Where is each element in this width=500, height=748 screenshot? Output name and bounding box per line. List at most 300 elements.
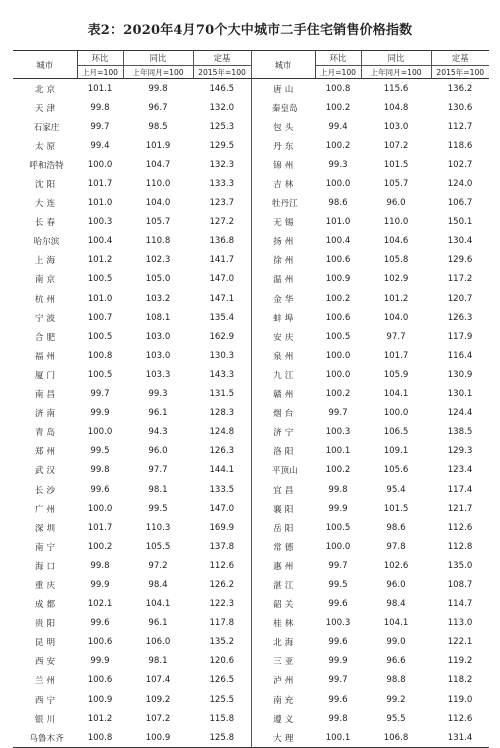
tongbi-value-left: 99.3 xyxy=(148,389,168,400)
huanbi-value-left: 99.7 xyxy=(90,389,110,400)
tongbi-value-left: 101.9 xyxy=(145,140,171,151)
header-dingji-sub-left: 2015年=100 xyxy=(193,66,251,79)
city-name-right: 温州 xyxy=(251,270,315,289)
dingji-value-left: 131.5 xyxy=(209,389,235,400)
tongbi-value-left: 110.0 xyxy=(145,179,171,190)
dingji-value-right: 130.6 xyxy=(447,102,473,113)
city-name-right: 徐州 xyxy=(251,251,315,270)
header-tongbi-sub-left: 上年同月=100 xyxy=(123,66,193,79)
table-row xyxy=(13,404,489,423)
huanbi-value-left: 100.2 xyxy=(87,541,113,552)
city-name-left: 南宁 xyxy=(34,542,59,553)
city-name-left: 厦门 xyxy=(34,370,59,381)
city-name-left: 呼和浩特 xyxy=(29,160,64,171)
dingji-value-right: 102.7 xyxy=(447,159,473,170)
tongbi-value-right: 101.2 xyxy=(383,293,409,304)
city-name-left: 杭州 xyxy=(34,294,59,305)
huanbi-value-right: 99.6 xyxy=(328,599,348,610)
tongbi-value-left: 96.0 xyxy=(148,446,168,457)
huanbi-value-right: 99.9 xyxy=(328,656,348,667)
tongbi-value-right: 101.5 xyxy=(383,159,409,170)
huanbi-value-left: 99.5 xyxy=(90,446,110,457)
huanbi-value-right: 100.3 xyxy=(325,618,351,629)
city-name-right: 包头 xyxy=(251,117,315,136)
city-name-right: 湛江 xyxy=(251,575,315,594)
table-body xyxy=(13,79,489,748)
tongbi-value-left: 98.1 xyxy=(148,484,168,495)
header-huanbi-sub-left: 上月=100 xyxy=(77,66,123,79)
city-name-right: 常德 xyxy=(251,537,315,556)
dingji-value-left: 112.6 xyxy=(209,560,235,571)
table-row xyxy=(13,117,489,136)
header-dingji-sub-right: 2015年=100 xyxy=(431,66,489,79)
table-row xyxy=(13,232,489,251)
city-name-left: 沈阳 xyxy=(34,180,59,191)
table-row xyxy=(13,308,489,327)
huanbi-value-right: 100.5 xyxy=(325,522,351,533)
tongbi-value-right: 98.4 xyxy=(386,599,406,610)
tongbi-value-left: 102.3 xyxy=(145,255,171,266)
table-row xyxy=(13,633,489,652)
dingji-value-right: 106.7 xyxy=(447,198,473,209)
dingji-value-left: 122.3 xyxy=(209,599,235,610)
tongbi-value-right: 97.8 xyxy=(386,541,406,552)
dingji-value-right: 119.0 xyxy=(447,694,473,705)
city-name-left: 天津 xyxy=(34,103,59,114)
huanbi-value-left: 100.5 xyxy=(87,274,113,285)
city-name-right: 桂林 xyxy=(251,614,315,633)
table-row xyxy=(13,461,489,480)
city-name-right: 平顶山 xyxy=(251,461,315,480)
tongbi-value-left: 106.0 xyxy=(145,637,171,648)
huanbi-value-right: 100.1 xyxy=(325,732,351,743)
dingji-value-right: 119.2 xyxy=(447,656,473,667)
tongbi-value-right: 95.5 xyxy=(386,713,406,724)
city-name-right: 吉林 xyxy=(251,174,315,193)
dingji-value-left: 147.0 xyxy=(209,503,235,514)
huanbi-value-right: 100.5 xyxy=(325,331,351,342)
table-row xyxy=(13,499,489,518)
dingji-value-left: 136.8 xyxy=(209,236,235,247)
tongbi-value-left: 98.5 xyxy=(148,121,168,132)
header-huanbi-sub-right: 上月=100 xyxy=(315,66,361,79)
tongbi-value-right: 101.7 xyxy=(383,350,409,361)
huanbi-value-left: 100.8 xyxy=(87,350,113,361)
dingji-value-right: 138.5 xyxy=(447,427,473,438)
huanbi-value-left: 100.5 xyxy=(87,369,113,380)
city-name-left: 哈尔滨 xyxy=(33,237,60,248)
tongbi-value-left: 100.9 xyxy=(145,732,171,743)
city-name-left: 重庆 xyxy=(34,580,59,591)
dingji-value-left: 126.3 xyxy=(209,446,235,457)
huanbi-value-right: 100.1 xyxy=(325,446,351,457)
table-row xyxy=(13,442,489,461)
city-name-left: 郑州 xyxy=(34,447,59,458)
city-name-right: 三亚 xyxy=(251,652,315,671)
city-name-left: 海口 xyxy=(34,561,59,572)
huanbi-value-right: 100.2 xyxy=(325,389,351,400)
dingji-value-left: 169.9 xyxy=(209,522,235,533)
huanbi-value-right: 100.0 xyxy=(325,350,351,361)
dingji-value-right: 112.6 xyxy=(447,713,473,724)
city-name-left: 合肥 xyxy=(34,332,59,343)
dingji-value-left: 125.8 xyxy=(209,732,235,743)
dingji-value-right: 130.1 xyxy=(447,389,473,400)
dingji-value-left: 141.7 xyxy=(209,255,235,266)
huanbi-value-right: 99.6 xyxy=(328,694,348,705)
huanbi-value-left: 101.0 xyxy=(87,293,113,304)
huanbi-value-right: 100.3 xyxy=(325,427,351,438)
city-name-right: 襄阳 xyxy=(251,499,315,518)
tongbi-value-right: 106.5 xyxy=(383,427,409,438)
dingji-value-right: 135.0 xyxy=(447,560,473,571)
huanbi-value-left: 100.7 xyxy=(87,312,113,323)
header-dingji-left: 定基 xyxy=(193,51,251,66)
city-name-right: 洛阳 xyxy=(251,442,315,461)
huanbi-value-right: 100.0 xyxy=(325,369,351,380)
dingji-value-left: 125.3 xyxy=(209,121,235,132)
tongbi-value-right: 105.6 xyxy=(383,465,409,476)
dingji-value-right: 116.4 xyxy=(447,350,473,361)
header-city-right: 城市 xyxy=(251,51,315,79)
table-row xyxy=(13,289,489,308)
city-name-right: 泉州 xyxy=(251,346,315,365)
dingji-value-right: 118.6 xyxy=(447,140,473,151)
city-name-right: 金华 xyxy=(251,289,315,308)
huanbi-value-right: 100.9 xyxy=(325,274,351,285)
dingji-value-left: 129.5 xyxy=(209,140,235,151)
dingji-value-left: 132.3 xyxy=(209,159,235,170)
huanbi-value-left: 99.9 xyxy=(90,579,110,590)
header-tongbi-right: 同比 xyxy=(361,51,431,66)
dingji-value-left: 135.2 xyxy=(209,637,235,648)
huanbi-value-right: 100.0 xyxy=(325,541,351,552)
huanbi-value-right: 99.5 xyxy=(328,579,348,590)
city-name-left: 西宁 xyxy=(34,695,59,706)
dingji-value-left: 123.7 xyxy=(209,198,235,209)
dingji-value-right: 123.4 xyxy=(447,465,473,476)
tongbi-value-right: 98.6 xyxy=(386,522,406,533)
city-name-left: 贵阳 xyxy=(34,619,59,630)
tongbi-value-right: 109.1 xyxy=(383,446,409,457)
table-row xyxy=(13,595,489,614)
huanbi-value-left: 99.9 xyxy=(90,656,110,667)
dingji-value-right: 117.9 xyxy=(447,331,473,342)
city-name-left: 宁波 xyxy=(34,313,59,324)
table-row xyxy=(13,194,489,213)
huanbi-value-right: 98.6 xyxy=(328,198,348,209)
huanbi-value-left: 101.7 xyxy=(87,522,113,533)
table-row xyxy=(13,709,489,728)
tongbi-value-right: 104.0 xyxy=(383,312,409,323)
table-row xyxy=(13,174,489,193)
tongbi-value-right: 96.0 xyxy=(386,579,406,590)
huanbi-value-right: 100.0 xyxy=(325,179,351,190)
tongbi-value-right: 99.0 xyxy=(386,637,406,648)
tongbi-value-left: 110.3 xyxy=(145,522,171,533)
price-index-table xyxy=(13,50,489,748)
dingji-value-right: 130.4 xyxy=(447,236,473,247)
table-header xyxy=(13,51,489,79)
dingji-value-right: 108.7 xyxy=(447,579,473,590)
dingji-value-right: 120.7 xyxy=(447,293,473,304)
table-row xyxy=(13,423,489,442)
huanbi-value-left: 100.6 xyxy=(87,637,113,648)
tongbi-value-right: 95.4 xyxy=(386,484,406,495)
table-row xyxy=(13,327,489,346)
tongbi-value-left: 99.5 xyxy=(148,503,168,514)
tongbi-value-right: 98.8 xyxy=(386,675,406,686)
dingji-value-right: 112.8 xyxy=(447,541,473,552)
huanbi-value-right: 100.4 xyxy=(325,236,351,247)
city-name-right: 牡丹江 xyxy=(251,194,315,213)
huanbi-value-left: 99.9 xyxy=(90,408,110,419)
huanbi-value-left: 101.0 xyxy=(87,198,113,209)
city-name-right: 九江 xyxy=(251,365,315,384)
tongbi-value-right: 106.8 xyxy=(383,732,409,743)
city-name-left: 深圳 xyxy=(34,523,59,534)
dingji-value-left: 147.1 xyxy=(209,293,235,304)
tongbi-value-right: 97.7 xyxy=(386,331,406,342)
tongbi-value-left: 109.2 xyxy=(145,694,171,705)
huanbi-value-right: 99.7 xyxy=(328,675,348,686)
tongbi-value-right: 105.8 xyxy=(383,255,409,266)
city-name-right: 烟台 xyxy=(251,404,315,423)
header-dingji-right: 定基 xyxy=(431,51,489,66)
huanbi-value-left: 99.8 xyxy=(90,465,110,476)
tongbi-value-right: 104.8 xyxy=(383,102,409,113)
dingji-value-right: 122.1 xyxy=(447,637,473,648)
huanbi-value-left: 101.2 xyxy=(87,713,113,724)
city-name-right: 丹东 xyxy=(251,136,315,155)
table-row xyxy=(13,728,489,748)
huanbi-value-right: 99.3 xyxy=(328,159,348,170)
tongbi-value-left: 96.1 xyxy=(148,408,168,419)
city-name-right: 济宁 xyxy=(251,423,315,442)
tongbi-value-right: 96.6 xyxy=(386,656,406,667)
dingji-value-left: 144.1 xyxy=(209,465,235,476)
city-name-right: 无锡 xyxy=(251,213,315,232)
tongbi-value-left: 97.2 xyxy=(148,560,168,571)
dingji-value-left: 133.3 xyxy=(209,179,235,190)
table-row xyxy=(13,98,489,117)
city-name-right: 韶关 xyxy=(251,595,315,614)
table-row xyxy=(13,79,489,99)
table-row xyxy=(13,385,489,404)
huanbi-value-left: 99.6 xyxy=(90,618,110,629)
tongbi-value-left: 98.4 xyxy=(148,579,168,590)
tongbi-value-left: 103.2 xyxy=(145,293,171,304)
dingji-value-right: 118.2 xyxy=(447,675,473,686)
huanbi-value-left: 100.3 xyxy=(87,217,113,228)
dingji-value-left: 120.6 xyxy=(209,656,235,667)
huanbi-value-left: 102.1 xyxy=(87,599,113,610)
tongbi-value-left: 108.1 xyxy=(145,312,171,323)
huanbi-value-left: 99.4 xyxy=(90,140,110,151)
dingji-value-right: 129.6 xyxy=(447,255,473,266)
dingji-value-right: 136.2 xyxy=(447,83,473,94)
tongbi-value-right: 105.9 xyxy=(383,369,409,380)
tongbi-value-left: 104.1 xyxy=(145,599,171,610)
tongbi-value-left: 96.1 xyxy=(148,618,168,629)
table-row xyxy=(13,575,489,594)
tongbi-value-right: 104.1 xyxy=(383,389,409,400)
table-row xyxy=(13,652,489,671)
city-name-right: 唐山 xyxy=(251,79,315,99)
dingji-value-right: 114.7 xyxy=(447,599,473,610)
tongbi-value-left: 107.2 xyxy=(145,713,171,724)
table-row xyxy=(13,270,489,289)
dingji-value-left: 126.5 xyxy=(209,675,235,686)
table-row xyxy=(13,556,489,575)
city-name-left: 太原 xyxy=(34,141,59,152)
huanbi-value-left: 101.1 xyxy=(87,83,113,94)
table-row xyxy=(13,614,489,633)
city-name-left: 长春 xyxy=(34,218,59,229)
tongbi-value-left: 103.3 xyxy=(145,369,171,380)
tongbi-value-right: 104.1 xyxy=(383,618,409,629)
dingji-value-left: 143.3 xyxy=(209,369,235,380)
city-name-left: 银川 xyxy=(34,714,59,725)
dingji-value-left: 132.0 xyxy=(209,102,235,113)
tongbi-value-right: 107.2 xyxy=(383,140,409,151)
huanbi-value-right: 99.8 xyxy=(328,484,348,495)
tongbi-value-left: 103.0 xyxy=(145,331,171,342)
huanbi-value-left: 100.6 xyxy=(87,675,113,686)
table-row xyxy=(13,365,489,384)
huanbi-value-left: 99.8 xyxy=(90,560,110,571)
header-tongbi-sub-right: 上年同月=100 xyxy=(361,66,431,79)
dingji-value-right: 150.1 xyxy=(447,217,473,228)
city-name-right: 锦州 xyxy=(251,155,315,174)
dingji-value-left: 126.2 xyxy=(209,579,235,590)
city-name-right: 泸州 xyxy=(251,671,315,690)
huanbi-value-right: 99.9 xyxy=(328,503,348,514)
dingji-value-left: 133.5 xyxy=(209,484,235,495)
tongbi-value-right: 105.7 xyxy=(383,179,409,190)
huanbi-value-right: 99.6 xyxy=(328,637,348,648)
city-name-left: 济南 xyxy=(34,409,59,420)
table-row xyxy=(13,518,489,537)
tongbi-value-right: 102.9 xyxy=(383,274,409,285)
header-huanbi-right: 环比 xyxy=(329,53,347,63)
huanbi-value-right: 99.4 xyxy=(328,121,348,132)
tongbi-value-left: 105.7 xyxy=(145,217,171,228)
header-city-left: 城市 xyxy=(13,51,77,79)
city-name-left: 青岛 xyxy=(34,428,59,439)
city-name-left: 西安 xyxy=(34,657,59,668)
city-name-left: 北京 xyxy=(34,84,59,95)
city-name-right: 秦皇岛 xyxy=(251,98,315,117)
dingji-value-left: 128.3 xyxy=(209,408,235,419)
tongbi-value-left: 94.3 xyxy=(148,427,168,438)
dingji-value-right: 130.9 xyxy=(447,369,473,380)
tongbi-value-left: 97.7 xyxy=(148,465,168,476)
tongbi-value-right: 99.2 xyxy=(386,694,406,705)
tongbi-value-right: 104.6 xyxy=(383,236,409,247)
table-row xyxy=(13,346,489,365)
city-name-left: 乌鲁木齐 xyxy=(29,733,64,744)
tongbi-value-right: 103.0 xyxy=(383,121,409,132)
tongbi-value-left: 105.0 xyxy=(145,274,171,285)
huanbi-value-left: 100.4 xyxy=(87,236,113,247)
city-name-right: 南充 xyxy=(251,690,315,709)
dingji-value-left: 115.8 xyxy=(209,713,235,724)
table-row xyxy=(13,671,489,690)
huanbi-value-left: 100.8 xyxy=(87,732,113,743)
header-tongbi-left: 同比 xyxy=(123,51,193,66)
dingji-value-right: 112.7 xyxy=(447,121,473,132)
city-name-right: 大理 xyxy=(251,728,315,748)
huanbi-value-right: 99.7 xyxy=(328,408,348,419)
city-name-left: 石家庄 xyxy=(33,122,60,133)
huanbi-value-left: 100.5 xyxy=(87,331,113,342)
table-row xyxy=(13,537,489,556)
city-name-right: 岳阳 xyxy=(251,518,315,537)
city-name-left: 南京 xyxy=(34,275,59,286)
tongbi-value-left: 107.4 xyxy=(145,675,171,686)
city-name-right: 北海 xyxy=(251,633,315,652)
city-name-left: 长沙 xyxy=(34,485,59,496)
city-name-left: 上海 xyxy=(34,256,59,267)
tongbi-value-left: 105.5 xyxy=(145,541,171,552)
huanbi-value-left: 101.2 xyxy=(87,255,113,266)
tongbi-value-left: 104.7 xyxy=(145,159,171,170)
city-name-left: 兰州 xyxy=(34,676,59,687)
city-name-right: 遵义 xyxy=(251,709,315,728)
table-row xyxy=(13,251,489,270)
huanbi-value-right: 99.8 xyxy=(328,713,348,724)
dingji-value-left: 146.5 xyxy=(209,83,235,94)
huanbi-value-left: 99.8 xyxy=(90,102,110,113)
huanbi-value-right: 99.7 xyxy=(328,560,348,571)
city-name-left: 福州 xyxy=(34,351,59,362)
table-row xyxy=(13,480,489,499)
huanbi-value-left: 101.7 xyxy=(87,179,113,190)
table-row xyxy=(13,213,489,232)
dingji-value-left: 137.8 xyxy=(209,541,235,552)
tongbi-value-right: 96.0 xyxy=(386,198,406,209)
table-title: 表2：2020年4月70个大中城市二手住宅销售价格指数 xyxy=(87,23,413,38)
dingji-value-left: 162.9 xyxy=(209,331,235,342)
huanbi-value-left: 100.9 xyxy=(87,694,113,705)
city-name-left: 南昌 xyxy=(34,390,59,401)
city-name-left: 大连 xyxy=(34,199,59,210)
dingji-value-right: 126.3 xyxy=(447,312,473,323)
dingji-value-right: 112.6 xyxy=(447,522,473,533)
huanbi-value-right: 100.6 xyxy=(325,312,351,323)
dingji-value-left: 124.8 xyxy=(209,427,235,438)
huanbi-value-left: 99.7 xyxy=(90,121,110,132)
huanbi-value-right: 101.0 xyxy=(325,217,351,228)
dingji-value-right: 129.3 xyxy=(447,446,473,457)
tongbi-value-left: 103.0 xyxy=(145,350,171,361)
tongbi-value-left: 99.8 xyxy=(148,83,168,94)
huanbi-value-right: 100.2 xyxy=(325,293,351,304)
city-name-right: 宜昌 xyxy=(251,480,315,499)
city-name-right: 扬州 xyxy=(251,232,315,251)
dingji-value-left: 130.3 xyxy=(209,350,235,361)
dingji-value-right: 117.2 xyxy=(447,274,473,285)
dingji-value-left: 135.4 xyxy=(209,312,235,323)
header-huanbi-left: 环比 xyxy=(91,53,109,63)
table-row xyxy=(13,690,489,709)
tongbi-value-left: 96.7 xyxy=(148,102,168,113)
tongbi-value-left: 98.1 xyxy=(148,656,168,667)
dingji-value-left: 125.5 xyxy=(209,694,235,705)
huanbi-value-right: 100.2 xyxy=(325,140,351,151)
dingji-value-right: 131.4 xyxy=(447,732,473,743)
